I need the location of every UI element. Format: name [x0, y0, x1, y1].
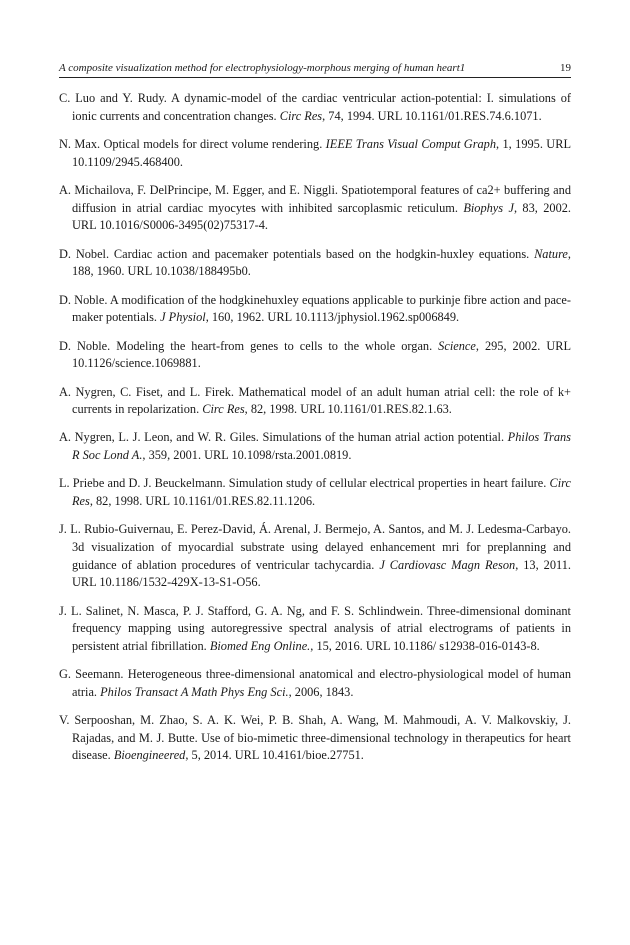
reference-entry: C. Luo and Y. Rudy. A dynamic-model of the cardiac ventricular action-potential: I. simulations of ionic currents and concentration changes. Circ Res, 74, 1994. URL 10.1161/01.RES.74.6.1071. — [59, 91, 571, 123]
reference-entry: A. Michailova, F. DelPrincipe, M. Egger, and E. Niggli. Spatiotemporal features of ca2+ buffering and diffusion in atrial cardiac myocytes with inhibited sarcoplasmic reticulum. Biophys J, 83, 2002. URL 10.1016/S0006-3495(02)75317-4. — [59, 182, 571, 233]
reference-entry: N. Max. Optical models for direct volume rendering. IEEE Trans Visual Comput Graph, 1, 1995. URL 10.1109/2945.468400. — [59, 136, 571, 169]
reference-entry: D. Noble. A modification of the hodgkinehuxley equations applicable to purkinje fibre action and pace-maker potentials. J Physiol, 160, 1962. URL 10.1113/jphysiol.1962.sp006849. — [59, 292, 571, 325]
running-header — [59, 62, 571, 78]
reference-entry: D. Nobel. Cardiac action and pacemaker potentials based on the hodgkin-huxley equations. Nature, 188, 1960. URL 10.1038/188495b0. — [59, 246, 571, 279]
running-title: A composite visualization method for electrophysiology-morphous merging of human heart1 — [59, 62, 466, 74]
reference-entry: V. Serpooshan, M. Zhao, S. A. K. Wei, P. B. Shah, A. Wang, M. Mahmoudi, A. V. Malkovskiy, J. Rajadas, and M. J. Butte. Use of bio-mimetic three-dimensional technology in therapeutics for heart disease. Bioengineered, 5, 2014. URL 10.4161/bioe.27751. — [59, 713, 571, 763]
reference-entry: J. L. Salinet, N. Masca, P. J. Stafford, G. A. Ng, and F. S. Schlindwein. Three-dimensional dominant frequency mapping using autoregressive spectral analysis of atrial electrograms of patients in persistent atrial fibrillation. Biomed Eng Online., 15, 2016. URL 10.1186/ s12938-016-0143-8. — [59, 603, 571, 653]
reference-entry: D. Noble. Modeling the heart-from genes to cells to the whole organ. Science, 295, 2002. URL 10.1126/science.1069881. — [59, 338, 572, 371]
page-number: 19 — [560, 62, 571, 74]
reference-entry: A. Nygren, L. J. Leon, and W. R. Giles. Simulations of the human atrial action potential. Philos Trans R Soc Lond A., 359, 2001. URL 10.1098/rsta.2001.0819. — [59, 430, 571, 463]
reference-list — [59, 90, 571, 776]
reference-entry: L. Priebe and D. J. Beuckelmann. Simulation study of cellular electrical properties in heart failure. Circ Res, 82, 1998. URL 10.1161/01.RES.82.11.1206. — [59, 476, 571, 509]
reference-entry: G. Seemann. Heterogeneous three-dimensional anatomical and electro-physiological model of human atria. Philos Transact A Math Phys Eng Sci., 2006, 1843. — [59, 667, 571, 699]
reference-entry: A. Nygren, C. Fiset, and L. Firek. Mathematical model of an adult human atrial cell: the role of k+ currents in repolarization. Circ Res, 82, 1998. URL 10.1161/01.RES.82.1.63. — [59, 384, 571, 417]
reference-entry: J. L. Rubio-Guivernau, E. Perez-David, Á. Arenal, J. Bermejo, A. Santos, and M. J. Ledesma-Carbayo. 3d visualization of myocardial substrate using delayed enhancement mri for preplanning and guidance of ablation procedures of ventricular tachycardia. J Cardiovasc Magn Reson, 13, 2011. URL 10.1186/1532-429X-13-S1-O56. — [59, 522, 571, 590]
